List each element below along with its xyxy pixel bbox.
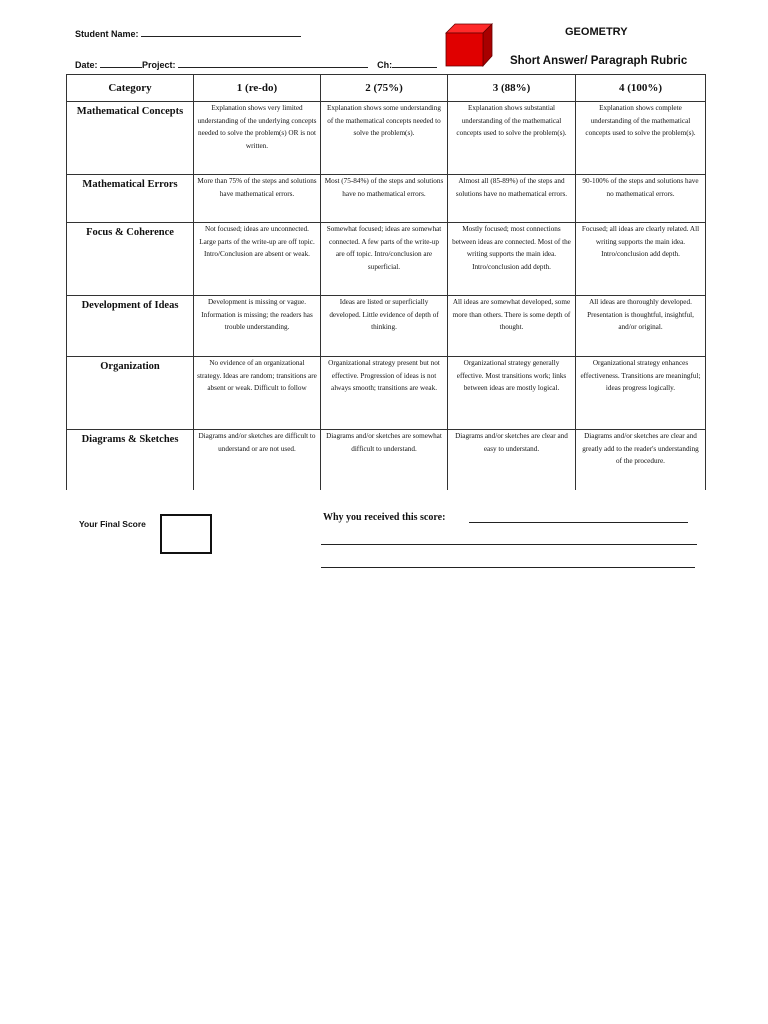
why-score-line-2[interactable]	[321, 544, 697, 545]
category-cell: Diagrams & Sketches	[67, 430, 194, 490]
ch-label: Ch:	[377, 60, 393, 70]
rubric-cell: Not focused; ideas are unconnected. Large parts of the write-up are off topic. Intro/Conclusion are absent or weak.	[194, 223, 321, 296]
ch-field[interactable]	[392, 58, 437, 68]
rubric-cell: Organizational strategy present but not effective. Progression of ideas is not always smooth; transitions are weak.	[321, 357, 448, 430]
rubric-cell: All ideas are somewhat developed, some more than others. There is some depth of thought.	[448, 296, 576, 357]
date-label: Date:	[75, 60, 98, 70]
rubric-cell: Explanation shows substantial understanding of the mathematical concepts used to solve the problem(s).	[448, 102, 576, 175]
student-name-row	[75, 27, 301, 39]
category-cell: Mathematical Concepts	[67, 102, 194, 175]
red-cube-icon	[444, 22, 494, 68]
rubric-cell: Almost all (85-89%) of the steps and solutions have no mathematical errors.	[448, 175, 576, 223]
rubric-cell: Explanation shows very limited understanding of the underlying concepts needed to solve the problem(s) OR is not written.	[194, 102, 321, 175]
rubric-table	[66, 74, 706, 490]
table-row	[67, 102, 706, 175]
rubric-cell: Organizational strategy enhances effectiveness. Transitions are meaningful; ideas progress logically.	[576, 357, 706, 430]
table-row	[67, 430, 706, 490]
why-score-line-3[interactable]	[321, 567, 695, 568]
rubric-cell: Mostly focused; most connections between ideas are connected. Most of the writing supports the main idea. Intro/conclusion add depth.	[448, 223, 576, 296]
rubric-cell: No evidence of an organizational strategy. Ideas are random; transitions are absent or weak. Difficult to follow	[194, 357, 321, 430]
category-cell: Organization	[67, 357, 194, 430]
category-cell: Focus & Coherence	[67, 223, 194, 296]
project-label: Project:	[142, 60, 176, 70]
final-score-box[interactable]	[160, 514, 212, 554]
rubric-cell: Explanation shows some understanding of the mathematical concepts needed to solve the problem(s).	[321, 102, 448, 175]
date-project-row	[75, 58, 437, 70]
rubric-cell: Development is missing or vague. Information is missing; the readers has trouble understanding.	[194, 296, 321, 357]
date-field[interactable]	[100, 58, 142, 68]
category-cell: Development of Ideas	[67, 296, 194, 357]
column-header: 1 (re-do)	[194, 75, 321, 102]
table-row	[67, 296, 706, 357]
column-header: Category	[67, 75, 194, 102]
rubric-cell: Diagrams and/or sketches are difficult to understand or are not used.	[194, 430, 321, 490]
subject-title: GEOMETRY	[565, 26, 628, 38]
column-header: 4 (100%)	[576, 75, 706, 102]
rubric-cell: Explanation shows complete understanding of the mathematical concepts used to solve the problem(s).	[576, 102, 706, 175]
column-header: 2 (75%)	[321, 75, 448, 102]
final-score-label: Your Final Score	[79, 519, 146, 529]
rubric-cell: Most (75-84%) of the steps and solutions have no mathematical errors.	[321, 175, 448, 223]
category-cell: Mathematical Errors	[67, 175, 194, 223]
rubric-cell: More than 75% of the steps and solutions have mathematical errors.	[194, 175, 321, 223]
rubric-cell: Organizational strategy generally effective. Most transitions work; links between ideas are mostly logical.	[448, 357, 576, 430]
why-score-label	[323, 512, 445, 523]
why-score-text: Why you received this score:	[323, 512, 446, 523]
project-field[interactable]	[178, 58, 368, 68]
why-score-line-1[interactable]	[469, 522, 688, 523]
table-row	[67, 357, 706, 430]
column-header: 3 (88%)	[448, 75, 576, 102]
student-name-field[interactable]	[141, 27, 301, 37]
rubric-cell: Focused; all ideas are clearly related. All writing supports the main idea. Intro/conclusion add depth.	[576, 223, 706, 296]
rubric-cell: Diagrams and/or sketches are clear and easy to understand.	[448, 430, 576, 490]
rubric-cell: Diagrams and/or sketches are clear and greatly add to the reader's understanding of the procedure.	[576, 430, 706, 490]
table-row	[67, 223, 706, 296]
rubric-cell: Ideas are listed or superficially developed. Little evidence of depth of thinking.	[321, 296, 448, 357]
rubric-cell: 90-100% of the steps and solutions have no mathematical errors.	[576, 175, 706, 223]
student-name-label: Student Name:	[75, 29, 139, 39]
rubric-title: Short Answer/ Paragraph Rubric	[510, 55, 688, 67]
table-header-row	[67, 75, 706, 102]
table-row	[67, 175, 706, 223]
rubric-cell: All ideas are thoroughly developed. Presentation is thoughtful, insightful, and/or original.	[576, 296, 706, 357]
rubric-cell: Somewhat focused; ideas are somewhat connected. A few parts of the write-up are off topic. Intro/conclusion are superficial.	[321, 223, 448, 296]
rubric-cell: Diagrams and/or sketches are somewhat difficult to understand.	[321, 430, 448, 490]
